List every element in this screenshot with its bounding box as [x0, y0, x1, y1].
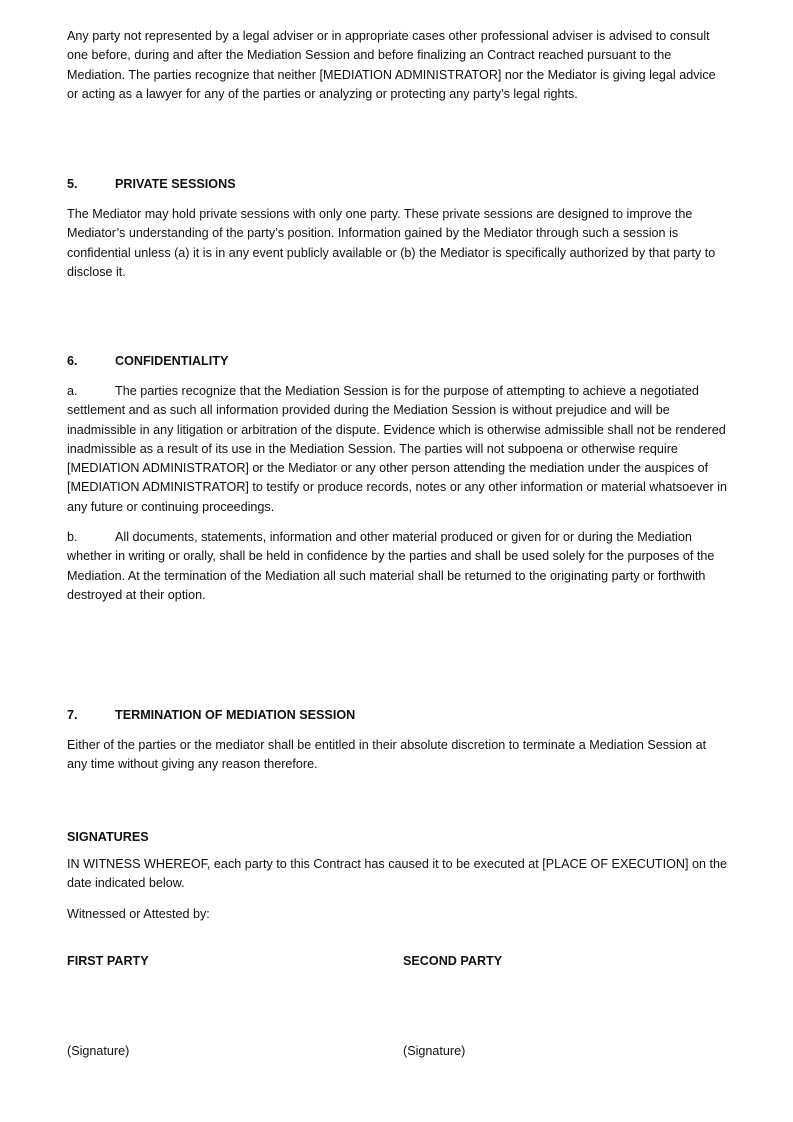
section-7-body: Either of the parties or the mediator shall be entitled in their absolute discretion to terminate a Mediation Session at any time without giving any reason therefore. [67, 738, 707, 772]
section-7-title: TERMINATION OF MEDIATION SESSION [115, 708, 356, 722]
section-5-title: PRIVATE SESSIONS [115, 177, 236, 191]
section-5-heading [67, 175, 236, 194]
section-6-heading [67, 352, 228, 371]
section-6a-paragraph [67, 382, 729, 517]
section-6-title: CONFIDENTIALITY [115, 354, 229, 368]
section-5-body: The Mediator may hold private sessions with only one party. These private sessions are designed to improve the Mediator’s understanding of the party’s position. Information gained by the Mediator through such a session is confidential unless (a) it is in any event publicly available or (b) the Mediator is specifically authorized by that party to disclose it. [67, 207, 716, 279]
second-signature-line: (Signature) [403, 1044, 466, 1058]
section-7-heading [67, 706, 355, 725]
section-6a-label: a. [67, 384, 78, 398]
section-6a-text: The parties recognize that the Mediation Session is for the purpose of attempting to achieve a negotiated settlement and as such all information provided during the Mediation Session is without prejudice and will be inadmissible in any litigation or arbitration of the dispute. Evidence which is otherwise admissible shall not be rendered inadmissible as a result of its use in the Mediation Session. The parties will not subpoena or otherwise require [MEDIATION ADMINISTRATOR] or the Mediator or any other person attending the mediation under the auspices of [MEDIATION ADMINISTRATOR] to testify or produce records, notes or any other information or material whatsoever in any future or continuing proceedings. [67, 384, 728, 514]
section-6-number: 6. [67, 354, 78, 368]
section-6b-label: b. [67, 530, 78, 544]
first-signature-line: (Signature) [67, 1044, 130, 1058]
attested-line: Witnessed or Attested by: [67, 907, 210, 921]
section-6b-paragraph [67, 528, 729, 605]
second-party-label: SECOND PARTY [403, 954, 503, 968]
first-party-label: FIRST PARTY [67, 954, 149, 968]
witness-paragraph: IN WITNESS WHEREOF, each party to this Contract has caused it to be executed at [PLACE OF EXECUTION] on the date indicated below. [67, 857, 728, 891]
section-6b-text: All documents, statements, information and other material produced or given for or during the Mediation whether in writing or orally, shall be held in confidence by the parties and shall be used solely for the purposes of the Mediation. At the termination of the Mediation all such material shall be returned to the originating party or forthwith destroyed at their option. [67, 530, 715, 602]
signatures-heading: SIGNATURES [67, 830, 149, 844]
section-5-number: 5. [67, 177, 78, 191]
section-7-number: 7. [67, 708, 78, 722]
intro-paragraph: Any party not represented by a legal adviser or in appropriate cases other professional adviser is advised to consult one before, during and after the Mediation Session and before finalizing an Contract reached pursuant to the Mediation. The parties recognize that neither [MEDIATION ADMINISTRATOR] nor the Mediator is giving legal advice or acting as a lawyer for any of the parties or analyzing or protecting any party’s legal rights. [67, 29, 716, 101]
